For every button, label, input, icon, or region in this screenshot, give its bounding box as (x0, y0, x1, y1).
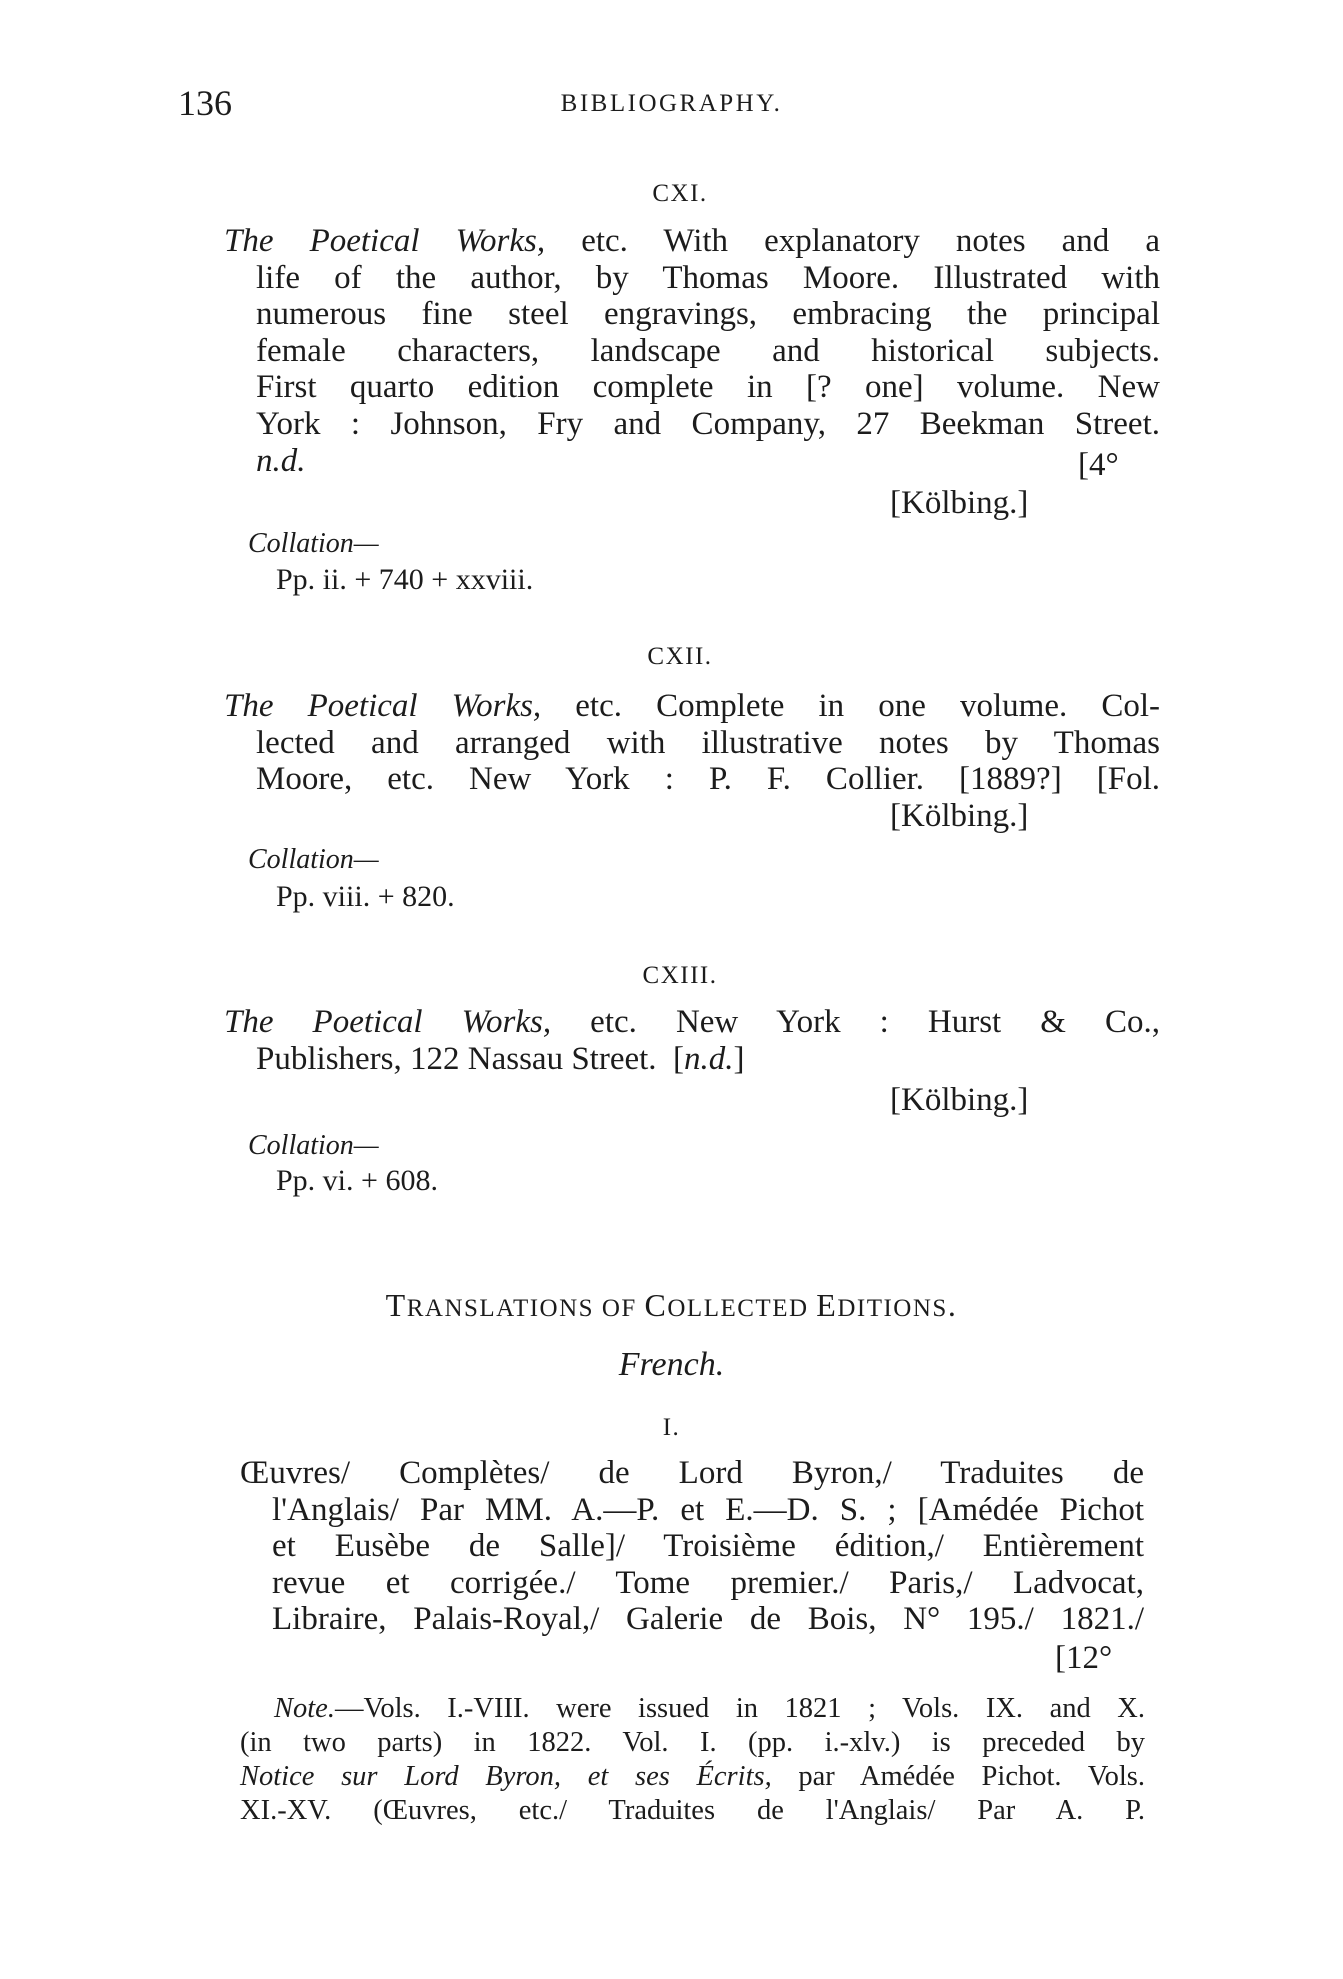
heading-smallcaps: DITIONS (837, 1295, 948, 1322)
note-line: XI.-XV. (Œuvres, etc./ Traduites de l'Anglais/ Par A. P. (240, 1795, 1145, 1826)
entry-line: revue et corrigée./ Tome premier./ Paris,/ Ladvocat, (272, 1564, 1144, 1601)
note-label: Note. (274, 1693, 335, 1724)
entry-line: numerous fine steel engravings, embracing the principal (256, 296, 1160, 332)
locator-note: [Kölbing.] (890, 1082, 1029, 1118)
entry-numeral: CXII. (647, 643, 713, 670)
bracket-close: ] (733, 1040, 745, 1077)
entry-date: n.d. (256, 443, 306, 479)
note-block (240, 1692, 1145, 1828)
bibliography-entry (240, 1455, 1144, 1638)
format-mark: [12° (1055, 1640, 1113, 1676)
bracket-open: [ (673, 1040, 685, 1077)
heading-period: . (947, 1287, 958, 1323)
entry-line: lected and arranged with illustrative notes by Thomas (256, 724, 1160, 761)
running-head: BIBLIOGRAPHY. (560, 90, 783, 117)
page-number: 136 (178, 83, 232, 123)
heading-initial: T (385, 1287, 407, 1323)
collation-value: Pp. vi. + 608. (276, 1164, 438, 1197)
entry-numeral: I. (662, 1414, 681, 1441)
entry-text: etc. Complete in one volume. Col- (541, 688, 1160, 724)
entry-line-text: Publishers, 122 Nassau Street. (256, 1040, 657, 1077)
entry-line (224, 1041, 1160, 1078)
entry-line: First quarto edition complete in [? one] volume. New (256, 369, 1160, 405)
collation-label: Collation— (248, 1130, 379, 1161)
locator-note: [Kölbing.] (890, 798, 1029, 834)
note-text: —Vols. I.-VIII. were issued in 1821 ; Vols. IX. and X. (334, 1693, 1145, 1724)
entry-line: Œuvres/ Complètes/ de Lord Byron,/ Traduites de (240, 1455, 1144, 1491)
note-line: (in two parts) in 1822. Vol. I. (pp. i.-xlv.) is preceded by (240, 1727, 1145, 1758)
note-italic-title: Notice sur Lord Byron, et ses Écrits, (240, 1761, 772, 1792)
bibliography-entry (224, 688, 1160, 798)
section-subheading: French. (618, 1346, 725, 1383)
entry-line: life of the author, by Thomas Moore. Illustrated with (256, 259, 1160, 296)
bibliography-entry (224, 223, 1160, 442)
collation-value: Pp. viii. + 820. (276, 880, 455, 913)
entry-text: etc. New York : Hurst & Co., (551, 1004, 1161, 1040)
entry-text: etc. With explanatory notes and a (545, 223, 1160, 259)
heading-smallcaps: RANSLATIONS OF (406, 1295, 645, 1322)
entry-title: The Poetical Works, (224, 1004, 552, 1040)
entry-line: York : Johnson, Fry and Company, 27 Beekman Street. (256, 405, 1160, 442)
collation-value: Pp. ii. + 740 + xxviii. (276, 563, 534, 596)
locator-note: [Kölbing.] (890, 485, 1029, 521)
bibliography-entry (224, 1004, 1160, 1077)
entry-line: et Eusèbe de Salle]/ Troisième édition,/ Entièrement (272, 1528, 1144, 1564)
entry-title: The Poetical Works, (224, 223, 546, 259)
section-heading (0, 1287, 1343, 1324)
entry-line: Moore, etc. New York : P. F. Collier. [1889?] [Fol. (256, 761, 1160, 797)
entry-numeral: CXI. (652, 180, 708, 207)
format-mark: [4° (1078, 447, 1119, 483)
entry-line: Libraire, Palais-Royal,/ Galerie de Bois, N° 195./ 1821./ (272, 1601, 1144, 1637)
entry-date: n.d. (684, 1040, 734, 1077)
note-text: par Amédée Pichot. Vols. (771, 1761, 1145, 1792)
collation-label: Collation— (248, 528, 379, 559)
heading-initial: C (644, 1287, 668, 1323)
entry-title: The Poetical Works, (224, 688, 542, 724)
entry-numeral: CXIII. (642, 962, 718, 989)
heading-smallcaps: OLLECTED (667, 1295, 817, 1322)
entry-line: l'Anglais/ Par MM. A.—P. et E.—D. S. ; [Amédée Pichot (272, 1491, 1144, 1528)
collation-label: Collation— (248, 844, 379, 875)
heading-initial: E (816, 1287, 838, 1323)
entry-line: female characters, landscape and historical subjects. (256, 332, 1160, 369)
